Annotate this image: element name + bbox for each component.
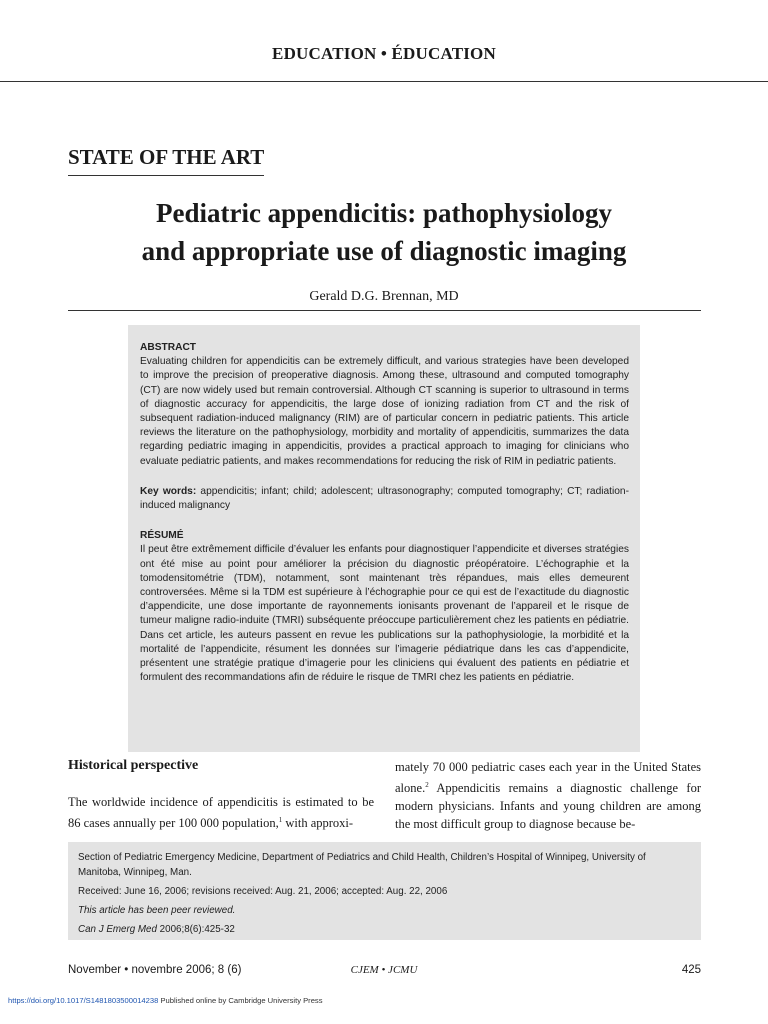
keywords-text: appendicitis; infant; child; adolescent; ultrasonography; computed tomography; CT; radiation-induced malignancy <box>140 485 629 512</box>
citation <box>78 922 691 937</box>
reference-2[interactable]: 2 <box>425 781 429 789</box>
section-heading-historical: Historical perspective <box>68 758 199 773</box>
title-line-2: and appropriate use of diagnostic imaging <box>141 236 627 266</box>
title-line-1: Pediatric appendicitis: pathophysiology <box>155 198 613 228</box>
body-right-text: mately 70 000 pediatric cases each year in the United States alone.$^2$ Appendicitis remains a diagnostic challenge for modern physicians. Infants and young children are among the most difficult group to diagnose because be- <box>395 760 701 832</box>
keywords <box>140 485 629 513</box>
resume-text: Il peut être extrêmement difficile d’évaluer les enfants pour diagnostiquer l’appendicite et diverses stratégies ont été mise au point pour améliorer la précision du diagnostic préopératoire. L’échographie et la tomodensitométrie (TDM), notamment, sont maintenant très répandues, mais elles demeurent controversées. Même si la TDM est supérieure à l’échographie pour ce qui est de l’exactitude du diagnostic d’appendicite, une dose importante de rayonnements ionisants provenant de l’appareil et le risque de tumeur maligne radio-induite (TMRI) subséquente préoccupe particulièrement chez les patients en pédiatrie. Dans cet article, les auteurs passent en revue les publications sur la pathophysiologie, la morbidité et la mortalité de l’appendicite, résument les données sur l’imagerie pédiatrique dans les cas d’appendicite, présentent une stratégie pratique d’imagerie pour les cliniciens qui évaluent des patients en pédiatrie et formulent des recommandations afin de réduire le risque de TMRI chez les patients en pédiatrie. <box>140 544 629 684</box>
body-left-text: The worldwide incidence of appendicitis is estimated to be 86 cases annually per 100 000 population,$^1$ with approxi- <box>68 795 374 831</box>
reference-1[interactable]: 1 <box>278 816 283 824</box>
abstract-text: Evaluating children for appendicitis can be extremely difficult, and various strategies have been developed to improve the precision of preoperative diagnosis. Among these, ultrasound and computed tomography (CT) are now widely used but remain controversial. Although CT scanning is superior to ultrasound in terms of diagnostic accuracy for appendicitis, the large dose of ionizing radiation from CT and the risk of subsequent radiation-induced malignancy (RIM) are of particular concern in pediatric patients. This article reviews the literature on the pathophysiology, morbidity and mortality of appendicitis, summarizes the data regarding pediatric imaging in appendicitis, provides a practical approach to imaging for clinicians who evaluate pediatric patients, and makes recommendations for reducing the risk of RIM in pediatric patients. <box>140 356 629 467</box>
author-line: Gerald D.G. Brennan, MD <box>309 289 459 304</box>
author-rule <box>68 310 701 311</box>
doi-link[interactable]: https://doi.org/10.1017/S1481803500014238 <box>8 996 159 1005</box>
footnote-box <box>68 842 701 940</box>
doi-suffix: Published online by Cambridge University Press <box>158 996 323 1005</box>
affiliation: Section of Pediatric Emergency Medicine, Department of Pediatrics and Child Health, Children’s Hospital of Winnipeg, University of Manitoba, Winnipeg, Man. <box>78 852 646 878</box>
header-rule <box>0 81 768 82</box>
article-title <box>0 194 768 270</box>
abstract-box <box>128 325 640 752</box>
citation-journal: Can J Emerg Med <box>78 924 157 935</box>
received-dates: Received: June 16, 2006; revisions received: Aug. 21, 2006; accepted: Aug. 22, 2006 <box>78 886 448 897</box>
abstract-heading: ABSTRACT <box>140 342 197 353</box>
section-header: EDUCATION • ÉDUCATION <box>272 44 496 63</box>
footer-journal: CJEM • JCMU <box>350 964 418 976</box>
peer-review-note: This article has been peer reviewed. <box>78 905 236 916</box>
citation-rest: 2006;8(6):425-32 <box>156 924 235 935</box>
page-number: 425 <box>681 964 701 976</box>
resume-heading: RÉSUMÉ <box>140 530 184 542</box>
subsection-label: STATE OF THE ART <box>68 144 264 176</box>
footer-date: November • novembre 2006; 8 (6) <box>68 964 242 976</box>
keywords-label: Key words: <box>140 485 197 497</box>
doi-line <box>8 996 323 1005</box>
